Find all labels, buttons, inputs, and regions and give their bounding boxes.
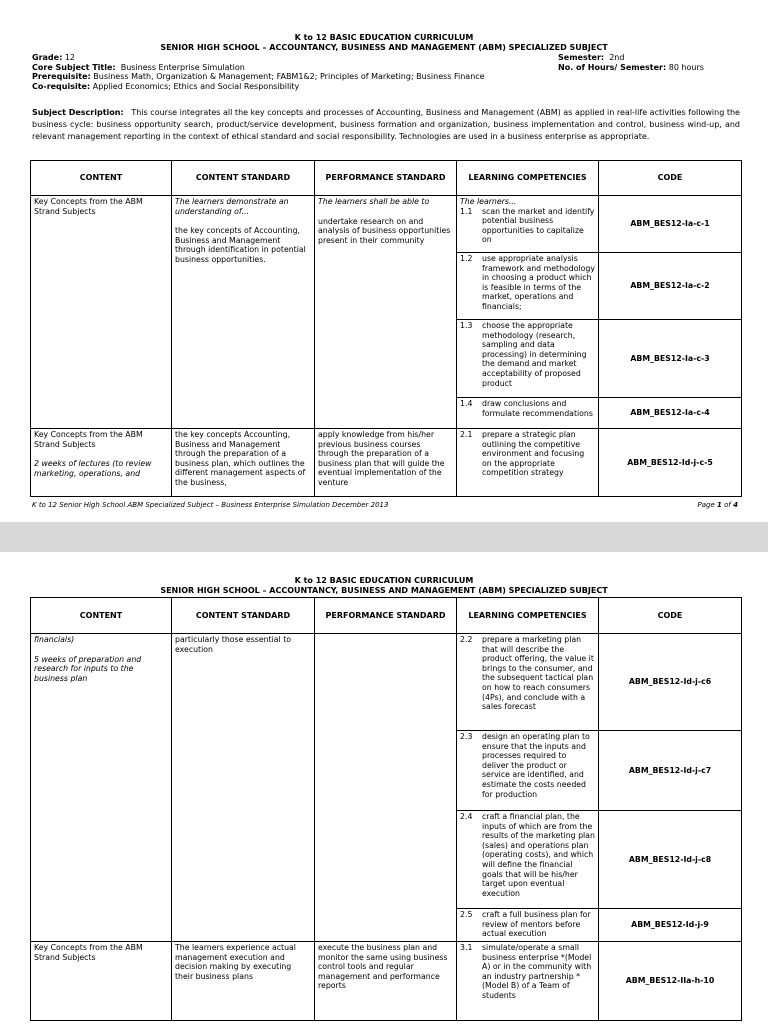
competency-code: ABM_BES12-Ia-c-4 — [599, 398, 742, 429]
subject-description — [32, 107, 740, 143]
content-standard-cell: particularly those essential to execution — [172, 634, 315, 942]
semester-value: 2nd — [609, 53, 625, 62]
coreq-label: Co-requisite: — [32, 81, 91, 91]
competency-cell: The learners... 1.1 scan the market and identify potential business opportunities to capitalize on — [457, 196, 599, 253]
competency-code: ABM_BES12-Ia-c-2 — [599, 253, 742, 320]
description-label: Subject Description: — [32, 108, 124, 117]
competency-code: ABM_BES12-Id-j-c6 — [599, 634, 742, 731]
curriculum-table-page2 — [30, 597, 742, 1021]
curriculum-header-line2: SENIOR HIGH SCHOOL – ACCOUNTANCY, BUSINESS AND MANAGEMENT (ABM) SPECIALIZED SUBJECT — [160, 42, 608, 52]
grade-value: 12 — [64, 53, 75, 62]
hours-value: 80 hours — [668, 62, 704, 72]
grade-label: Grade: — [32, 53, 63, 62]
performance-standard-cell: apply knowledge from his/her previous business courses through the preparation of a business plan that will guide the eventual implementation of the venture — [315, 429, 457, 497]
competency-code: ABM_BES12-Id-j-c7 — [599, 731, 742, 811]
competency-cell: 3.1 simulate/operate a small business enterprise *(Model A) or in the community with an industry partnership *(Model B) of a Team of students — [457, 942, 599, 1021]
competency-cell: 2.4 craft a financial plan, the inputs of which are from the results of the marketing plan (sales) and operations plan (operating costs), and which will define the financial goals that will be his/her target upon eventual execution — [457, 811, 599, 909]
column-header: LEARNING COMPETENCIES — [457, 161, 599, 196]
document-page-2 — [0, 552, 768, 1024]
table-header-row — [31, 161, 742, 196]
column-header: CODE — [599, 598, 742, 634]
content-cell: Key Concepts from the ABM Strand Subjects — [31, 942, 172, 1021]
content-cell: financials) 5 weeks of preparation and research for inputs to the business plan — [31, 634, 172, 942]
content-cell: Key Concepts from the ABM Strand Subjects 2 weeks of lectures (to review marketing, operations, and — [31, 429, 172, 497]
table-header-row — [31, 598, 742, 634]
performance-standard-cell: execute the business plan and monitor the same using business control tools and regular management and performance reports — [315, 942, 457, 1021]
table-row — [31, 196, 742, 253]
column-header: PERFORMANCE STANDARD — [315, 161, 457, 196]
competency-cell: 2.5 craft a full business plan for review of mentors before actual execution — [457, 909, 599, 942]
page-number: Page 1 of 4 — [697, 501, 738, 509]
table-row — [31, 634, 742, 731]
content-standard-cell: The learners experience actual management execution and decision making by executing their business plans — [172, 942, 315, 1021]
description-text: This course integrates all the key concepts and processes of Accounting, Business and Management (ABM) as applied in real-life activities following the business cycle: business opportunity search, product/service development, business formation and organization, business implementation and control, business wind-up, and relevant management reporting in the context of ethical standard and social responsibility. Technologies are used in a business enterprise as appropriate. — [32, 108, 740, 141]
footer-text: K to 12 Senior High School ABM Specialized Subject – Business Enterprise Simulation December 2013 — [32, 501, 389, 509]
title-label: Core Subject Title: — [32, 62, 116, 72]
competency-code: ABM_BES12-Id-j-c8 — [599, 811, 742, 909]
table-row — [31, 942, 742, 1021]
content-standard-cell: the key concepts Accounting, Business and Management through the preparation of a business plan, which outlines the different management aspects of the business, — [172, 429, 315, 497]
competency-cell: 1.3 choose the appropriate methodology (research, sampling and data processing) in determining the demand and market acceptability of proposed product — [457, 320, 599, 398]
curriculum-header-line1: K to 12 BASIC EDUCATION CURRICULUM — [294, 576, 474, 585]
meta-right-block — [558, 53, 704, 72]
content-standard-cell: The learners demonstrate an understanding of... the key concepts of Accounting, Business and Management through identification in potential business opportunities. — [172, 196, 315, 429]
competency-code: ABM_BES12-IIa-h-10 — [599, 942, 742, 1021]
meta-block — [32, 53, 485, 91]
column-header: CONTENT STANDARD — [172, 161, 315, 196]
semester-label: Semester: — [558, 53, 605, 62]
column-header: CONTENT — [31, 161, 172, 196]
hours-label: No. of Hours/ Semester: — [558, 62, 667, 72]
competency-code: ABM_BES12-Id-j-9 — [599, 909, 742, 942]
curriculum-table-page1 — [30, 160, 742, 497]
competency-cell: 2.3 design an operating plan to ensure that the inputs and processes required to deliver the product or service are identified, and estimate the costs needed for production — [457, 731, 599, 811]
column-header: CONTENT STANDARD — [172, 598, 315, 634]
column-header: LEARNING COMPETENCIES — [457, 598, 599, 634]
competency-cell: 2.1 prepare a strategic plan outlining the competitive environment and focusing on the appropriate competition strategy — [457, 429, 599, 497]
column-header: PERFORMANCE STANDARD — [315, 598, 457, 634]
table-row — [31, 429, 742, 497]
competency-cell: 1.4 draw conclusions and formulate recommendations — [457, 398, 599, 429]
curriculum-header-line2: SENIOR HIGH SCHOOL – ACCOUNTANCY, BUSINESS AND MANAGEMENT (ABM) SPECIALIZED SUBJECT — [160, 585, 608, 595]
page-footer — [32, 501, 738, 509]
coreq-value: Applied Economics; Ethics and Social Responsibility — [92, 81, 300, 91]
prereq-value: Business Math, Organization & Management; FABM1&2; Principles of Marketing; Business Finance — [93, 72, 485, 81]
performance-standard-cell — [315, 634, 457, 942]
column-header: CODE — [599, 161, 742, 196]
performance-standard-cell: The learners shall be able to undertake research on and analysis of business opportunities present in their community — [315, 196, 457, 429]
competency-cell: 1.2 use appropriate analysis framework and methodology in choosing a product which is feasible in terms of the market, operations and financials; — [457, 253, 599, 320]
curriculum-header-line1: K to 12 BASIC EDUCATION CURRICULUM — [294, 33, 474, 42]
title-value: Business Enterprise Simulation — [120, 62, 245, 72]
competency-code: ABM_BES12-Ia-c-1 — [599, 196, 742, 253]
competency-cell: 2.2 prepare a marketing plan that will describe the product offering, the value it brings to the consumer, and the subsequent tactical plan on how to reach consumers (4Ps), and conclude with a sales forecast — [457, 634, 599, 731]
competency-code: ABM_BES12-Id-j-c-5 — [599, 429, 742, 497]
content-cell: Key Concepts from the ABM Strand Subjects — [31, 196, 172, 429]
competency-code: ABM_BES12-Ia-c-3 — [599, 320, 742, 398]
prereq-label: Prerequisite: — [32, 72, 91, 81]
column-header: CONTENT — [31, 598, 172, 634]
